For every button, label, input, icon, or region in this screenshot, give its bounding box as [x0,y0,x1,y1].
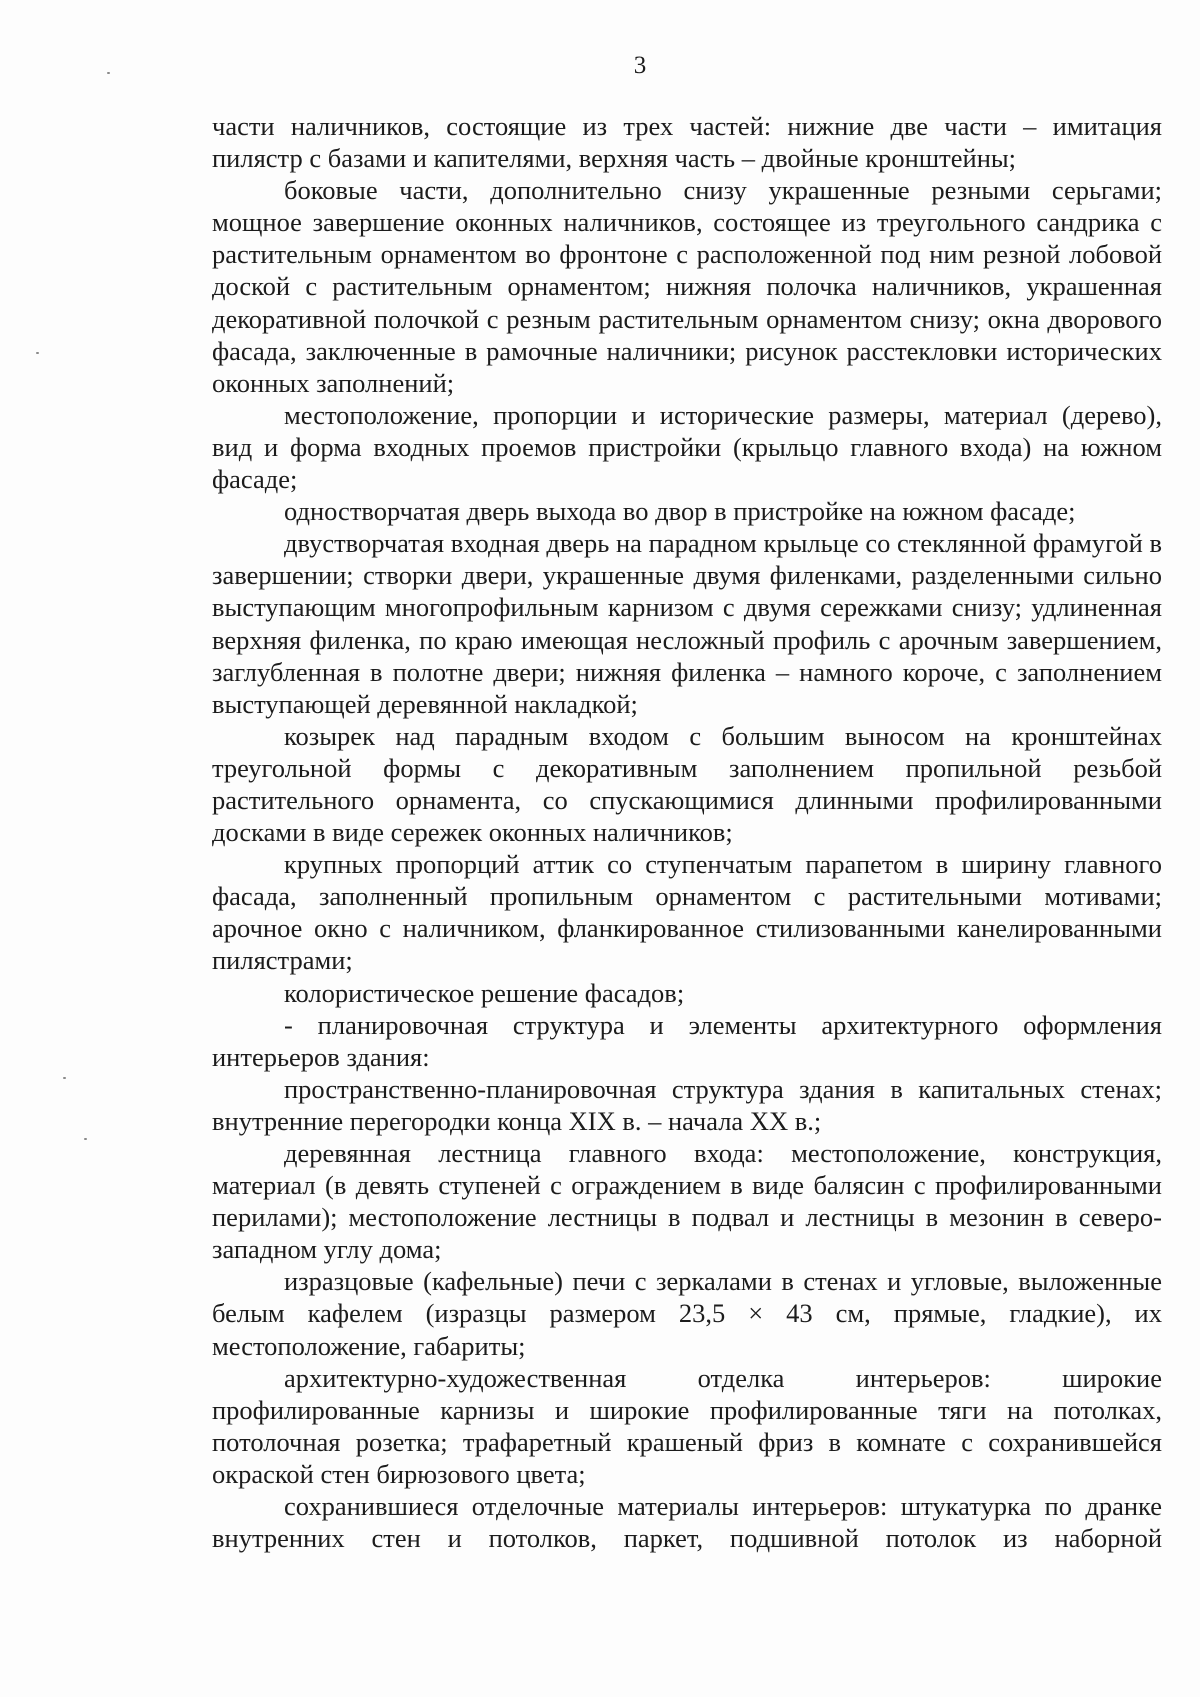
paragraph: архитектурно-художественная отделка интерьеров: широкие профилированные карнизы и широкие профилированные тяги на потолках, потолочная розетка; трафаретный крашеный фриз в комнате с сохранившейся окраской стен бирюзового цвета; [212,1362,1162,1489]
paragraph: колористическое решение фасадов; [284,977,685,1008]
paragraph: части наличников, состоящие из трех частей: нижние две части – имитация пилястр с базами и капителями, верхняя часть – двойные кронштейны; [212,111,1162,174]
scan-speck [84,1138,87,1140]
scan-speck [36,352,39,354]
paragraph: местоположение, пропорции и исторические размеры, материал (дерево), вид и форма входных проемов пристройки (крыльцо главного входа) на южном фасаде; [212,399,1162,495]
paragraph: козырек над парадным входом с большим выносом на кронштейнах треугольной формы с декоративным заполнением пропильной резьбой растительного орнамента, со спускающимися длинными профилированными досками в виде сережек оконных наличников; [212,720,1162,848]
paragraph: изразцовые (кафельные) печи с зеркалами в стенах и угловые, выложенные белым кафелем (изразцы размером 23,5 × 43 см, прямые, гладкие), их местоположение, габариты; [212,1266,1162,1361]
document-body [212,110,1162,1554]
paragraph: одностворчатая дверь выхода во двор в пристройке на южном фасаде; [284,496,1076,527]
paragraph: пространственно-планировочная структура здания в капитальных стенах; внутренние перегородки конца XIX в. – начала XX в.; [212,1073,1162,1136]
paragraph: деревянная лестница главного входа: местоположение, конструкция, материал (в девять ступеней с ограждением в виде балясин с профилированными перилами); местоположение лестницы в подвал и лестницы в мезонин в северо-западном углу дома; [212,1138,1162,1265]
scan-speck [107,72,110,74]
page-number: 3 [633,52,647,79]
paragraph: двустворчатая входная дверь на парадном крыльце со стеклянной фрамугой в завершении; створки двери, украшенные двумя филенками, разделенными сильно выступающим многопрофильным карнизом с двумя сережками снизу; удлиненная верхняя филенка, по краю имеющая несложный профиль с арочным завершением, заглубленная в полотне двери; нижняя филенка – намного короче, с заполнением выступающей деревянной накладкой; [212,528,1162,719]
paragraph: боковые части, дополнительно снизу украшенные резными серьгами; мощное завершение оконных наличников, состоящее из треугольного сандрика с растительным орнаментом во фронтоне с расположенной под ним резной лобовой доской с растительным орнаментом; нижняя полочка наличников, украшенная декоративной полочкой с резным растительным орнаментом снизу; окна дворового фасада, заключенные в рамочные наличники; рисунок расстекловки исторических оконных заполнений; [212,175,1162,398]
paragraph: сохранившиеся отделочные материалы интерьеров: штукатурка по дранке внутренних стен и потолков, паркет, подшивной потолок из наборной [212,1491,1162,1554]
paragraph: крупных пропорций аттик со ступенчатым парапетом в ширину главного фасада, заполненный пропильным орнаментом с растительными мотивами; арочное окно с наличником, фланкированное стилизованными канелированными пилястрами; [212,849,1162,976]
scan-speck [63,1077,66,1079]
paragraph: - планировочная структура и элементы архитектурного оформления интерьеров здания: [212,1009,1162,1072]
